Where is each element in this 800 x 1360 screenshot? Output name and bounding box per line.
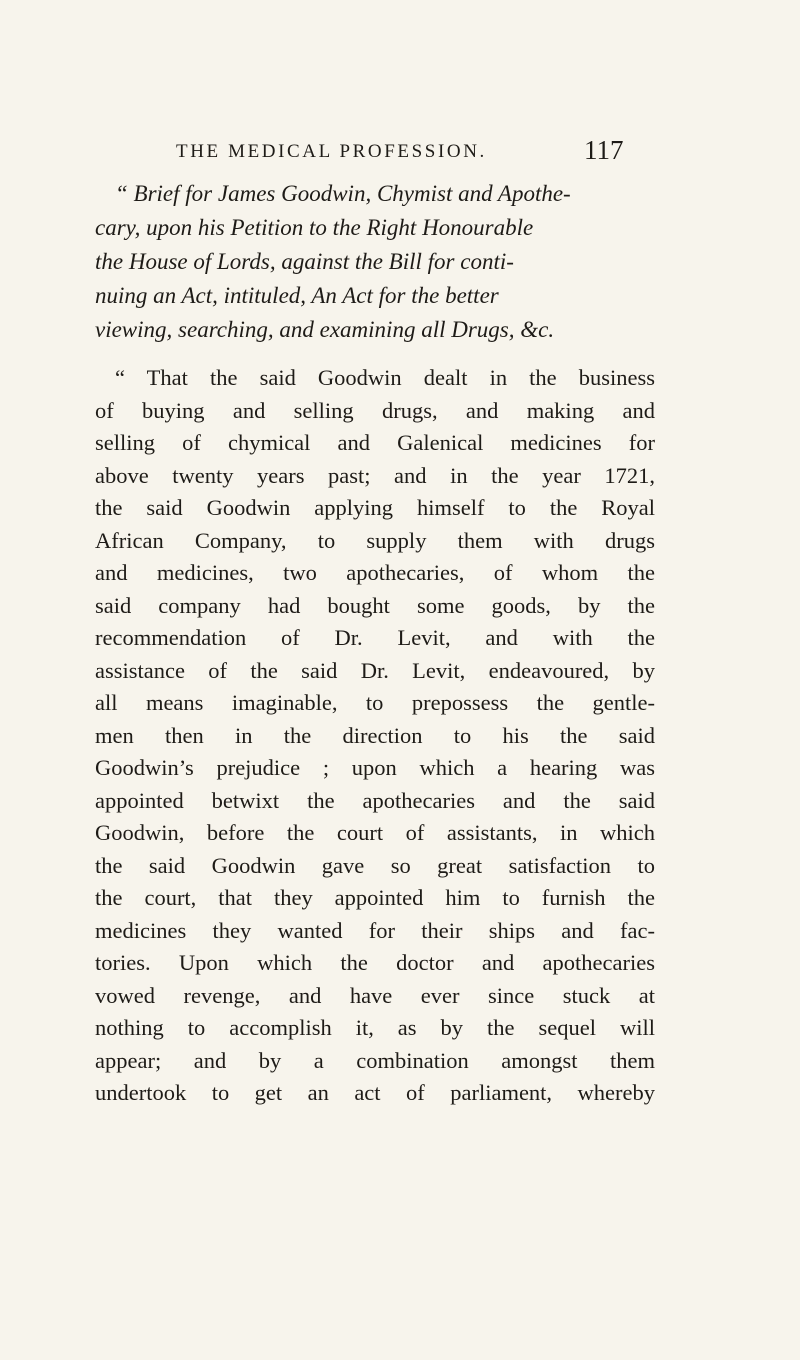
brief-line: viewing, searching, and examining all Drugs, &c. (95, 317, 555, 342)
body-line: all means imaginable, to prepossess the gentle- (95, 690, 655, 715)
body-line: said company had bought some goods, by the (95, 592, 655, 618)
body-line: men then in the direction to his the said (95, 722, 655, 748)
body-line: the said Goodwin gave so great satisfaction to (95, 852, 655, 878)
brief-line: cary, upon his Petition to the Right Honourable (95, 215, 534, 240)
body-line: African Company, to supply them with drugs (95, 527, 655, 553)
body-line: the said Goodwin applying himself to the Royal (95, 495, 655, 520)
body-line: of buying and selling drugs, and making and (95, 397, 655, 423)
body-line: appear; and by a combination amongst them (95, 1047, 655, 1073)
body-paragraph (95, 362, 655, 1110)
body-line: medicines they wanted for their ships and fac- (95, 917, 655, 943)
body-line: appointed betwixt the apothecaries and the said (95, 787, 655, 813)
brief-line: the House of Lords, against the Bill for conti- (95, 249, 514, 274)
running-head (0, 137, 800, 167)
body-line: tories. Upon which the doctor and apothecaries (95, 950, 655, 975)
body-line: and medicines, two apothecaries, of whom the (95, 560, 655, 585)
body-line: the court, that they appointed him to furnish the (95, 885, 655, 910)
body-line: selling of chymical and Galenical medicines for (95, 430, 655, 455)
body-line: Goodwin, before the court of assistants, in which (95, 820, 655, 845)
brief-line: “ Brief for James Goodwin, Chymist and Apothe- (115, 181, 571, 206)
page-number: 117 (584, 135, 624, 165)
body-line: assistance of the said Dr. Levit, endeavoured, by (95, 657, 655, 683)
body-line: above twenty years past; and in the year 1721, (95, 462, 655, 488)
body-line: “ That the said Goodwin dealt in the business (115, 365, 655, 390)
brief-title-block (95, 177, 655, 347)
body-line: nothing to accomplish it, as by the sequel will (95, 1015, 655, 1040)
body-line: Goodwin’s prejudice ; upon which a hearing was (95, 755, 655, 780)
body-line: vowed revenge, and have ever since stuck at (95, 982, 655, 1008)
body-line: recommendation of Dr. Levit, and with the (95, 625, 655, 650)
running-title: THE MEDICAL PROFESSION. (176, 141, 487, 162)
body-line: undertook to get an act of parliament, whereby (95, 1080, 655, 1105)
brief-line: nuing an Act, intituled, An Act for the better (95, 283, 499, 308)
